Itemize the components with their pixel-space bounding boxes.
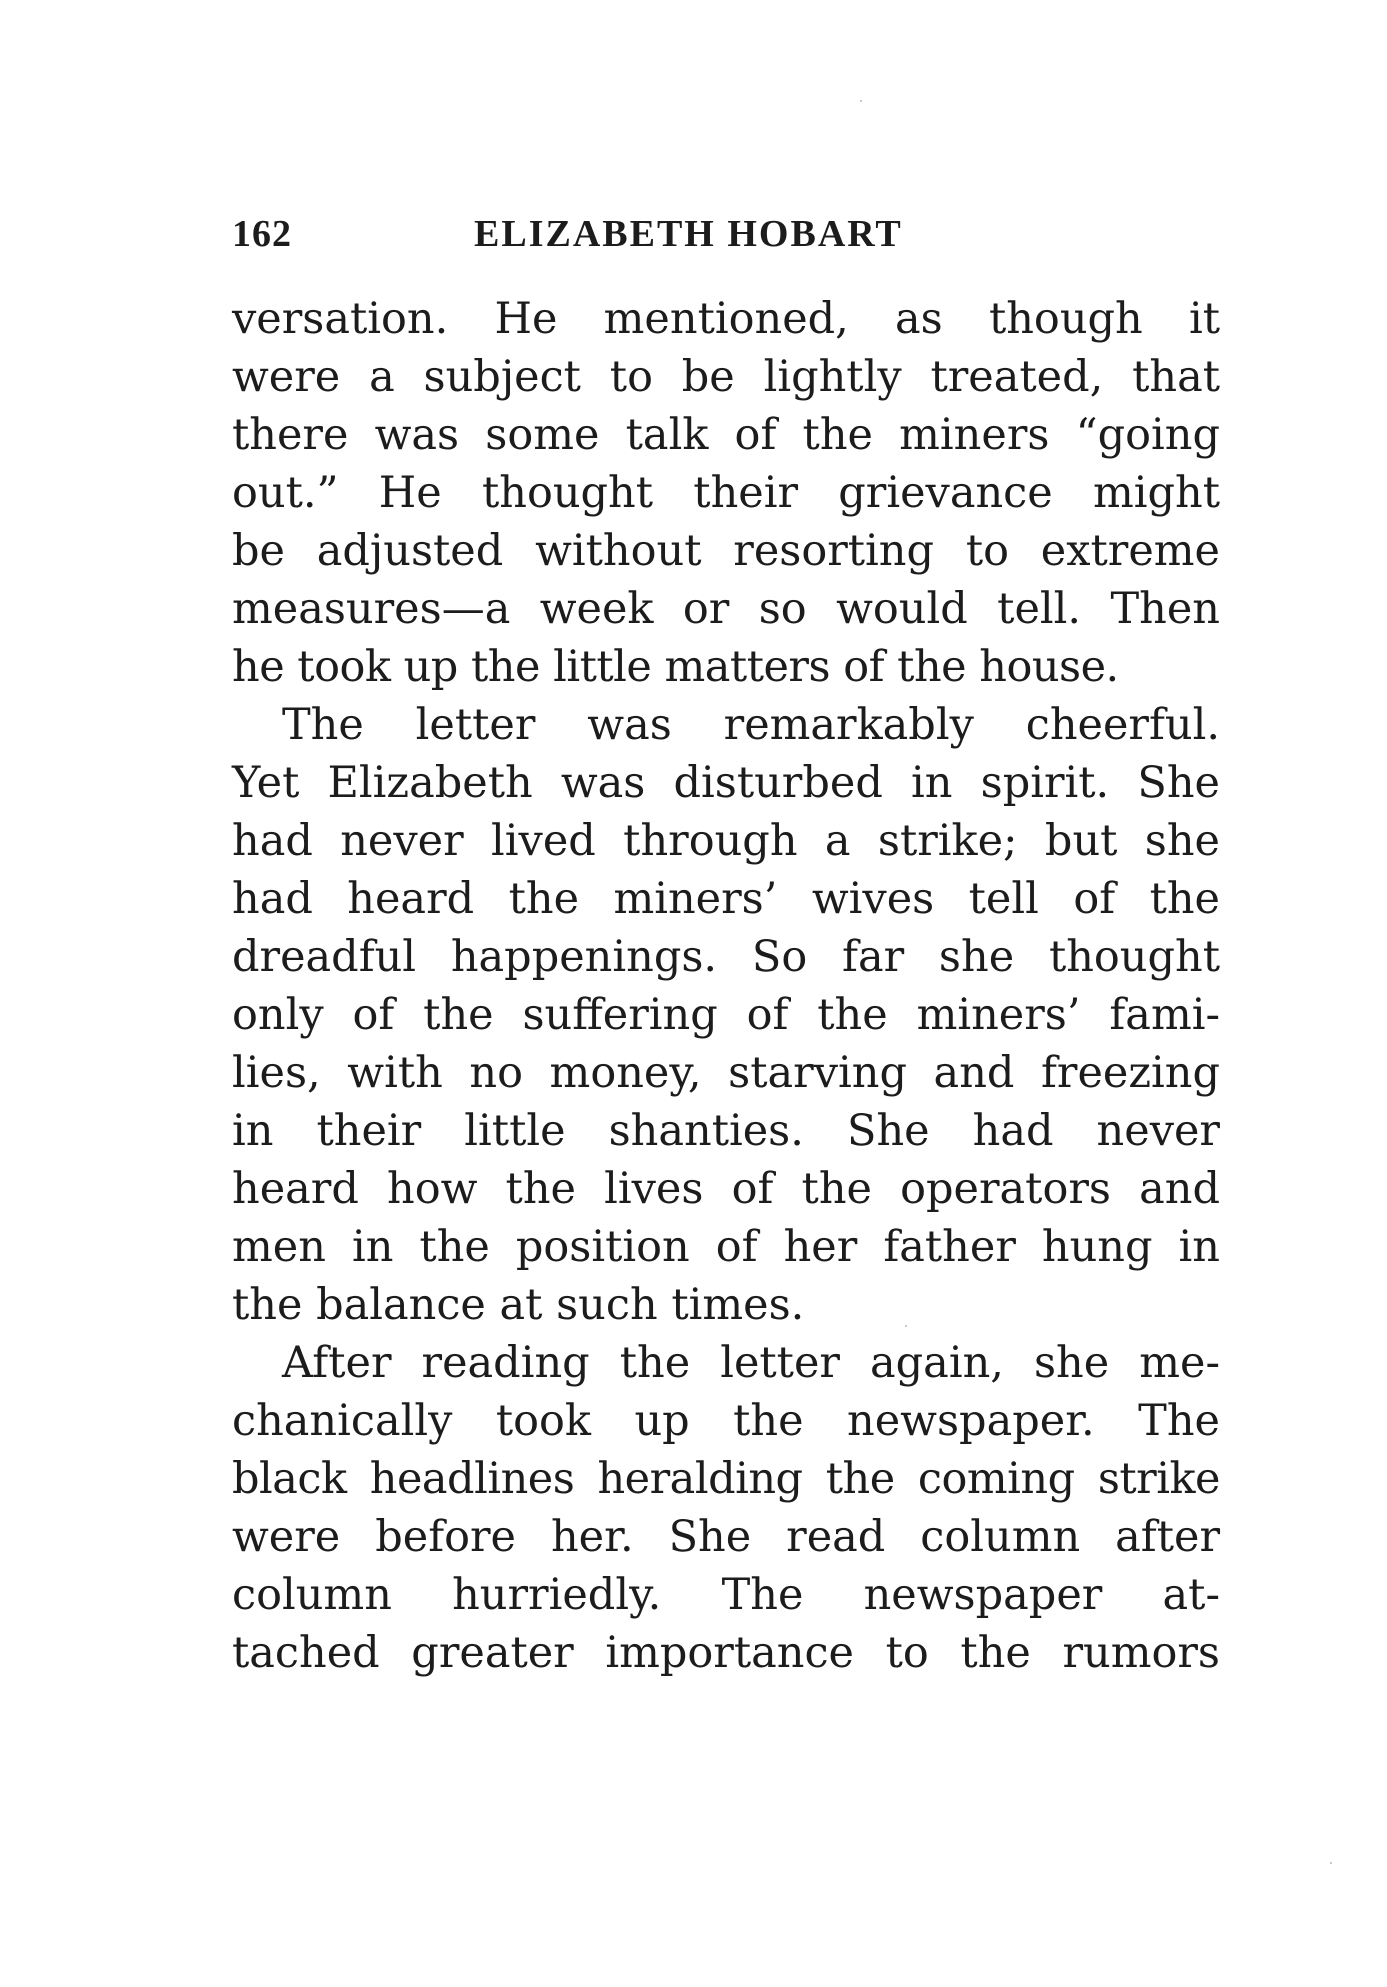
text-line: dreadful happenings. So far she thought bbox=[232, 932, 1220, 982]
text-line: The letter was remarkably cheerful. bbox=[282, 700, 1220, 750]
text-line: had heard the miners’ wives tell of the bbox=[232, 874, 1220, 924]
text-line: had never lived through a strike; but she bbox=[232, 816, 1220, 866]
text-line: black headlines heralding the coming strike bbox=[232, 1454, 1220, 1504]
text-line: column hurriedly. The newspaper at- bbox=[232, 1570, 1220, 1620]
text-line: After reading the letter again, she me- bbox=[282, 1338, 1220, 1388]
paper-speck bbox=[860, 100, 862, 102]
running-header bbox=[232, 212, 1222, 262]
text-line: out.” He thought their grievance might bbox=[232, 468, 1220, 518]
paper-speck bbox=[1330, 1862, 1332, 1864]
running-title: ELIZABETH HOBART bbox=[474, 213, 903, 255]
text-line: there was some talk of the miners “going bbox=[232, 410, 1220, 460]
text-line: tached greater importance to the rumors bbox=[232, 1628, 1220, 1678]
text-line: heard how the lives of the operators and bbox=[232, 1164, 1220, 1214]
text-line: were before her. She read column after bbox=[232, 1512, 1220, 1562]
body-text bbox=[232, 290, 1220, 1682]
text-line: he took up the little matters of the house. bbox=[232, 642, 1119, 692]
text-line: chanically took up the newspaper. The bbox=[232, 1396, 1220, 1446]
text-line: men in the position of her father hung in bbox=[232, 1222, 1220, 1272]
text-line: be adjusted without resorting to extreme bbox=[232, 526, 1220, 576]
text-line: in their little shanties. She had never bbox=[232, 1106, 1220, 1156]
text-line: versation. He mentioned, as though it bbox=[232, 294, 1220, 344]
text-line: the balance at such times. bbox=[232, 1280, 805, 1330]
text-line: lies, with no money, starving and freezing bbox=[232, 1048, 1220, 1098]
text-line: Yet Elizabeth was disturbed in spirit. She bbox=[232, 758, 1220, 808]
text-line: only of the suffering of the miners’ fami- bbox=[232, 990, 1220, 1040]
text-line: were a subject to be lightly treated, that bbox=[232, 352, 1220, 402]
page-number: 162 bbox=[232, 213, 292, 255]
text-line: measures—a week or so would tell. Then bbox=[232, 584, 1220, 634]
